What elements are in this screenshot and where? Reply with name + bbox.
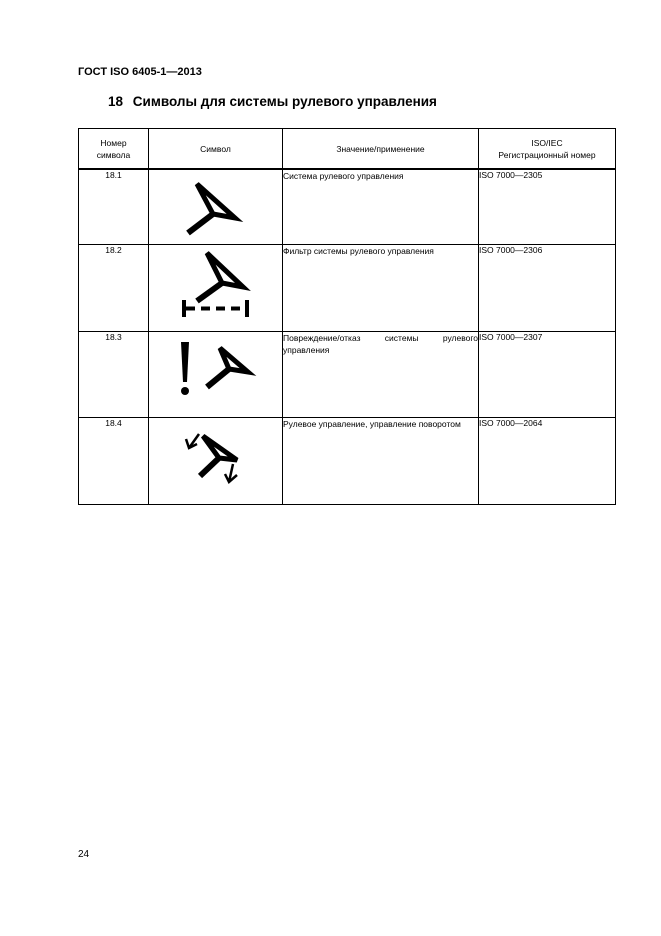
steering-system-icon [149, 170, 283, 240]
iso-registration-number: ISO 7000—2064 [479, 417, 616, 504]
symbol-cell [149, 244, 283, 331]
symbol-cell [149, 331, 283, 417]
iso-registration-number: ISO 7000—2307 [479, 331, 616, 417]
header-symbol: Символ [149, 129, 283, 170]
meaning-cell: Система рулевого управления [283, 169, 479, 244]
table-header-row [79, 129, 616, 170]
header-number-line1: Номер [100, 137, 127, 148]
section-title: Символы для системы рулевого управления [132, 94, 437, 109]
steering-filter-icon [149, 245, 283, 327]
section-number: 18 [108, 94, 124, 109]
meaning-cell: Фильтр системы рулевого управления [283, 244, 479, 331]
symbols-table [78, 128, 616, 505]
symbol-cell [149, 417, 283, 504]
row-number: 18.3 [79, 331, 149, 417]
row-number: 18.4 [79, 417, 149, 504]
row-number: 18.2 [79, 244, 149, 331]
table-row [79, 331, 616, 417]
meaning-cell: Повреждение/отказ системы рулевого управления [283, 331, 479, 417]
steering-failure-icon [149, 332, 283, 414]
table-row [79, 417, 616, 504]
iso-registration-number: ISO 7000—2305 [479, 169, 616, 244]
iso-registration-number: ISO 7000—2306 [479, 244, 616, 331]
symbol-cell [149, 169, 283, 244]
header-meaning: Значение/применение [283, 129, 479, 170]
document-code: ГОСТ ISO 6405-1—2013 [78, 66, 202, 78]
header-number-line2: символа [96, 149, 131, 160]
steering-turn-icon [149, 418, 283, 500]
section-heading [108, 94, 437, 109]
table-row [79, 244, 616, 331]
meaning-cell: Рулевое управление, управление поворотом [283, 417, 479, 504]
page-number: 24 [78, 849, 90, 860]
table-row [79, 169, 616, 244]
row-number: 18.1 [79, 169, 149, 244]
header-symbol-number [79, 129, 149, 170]
header-iso-line1: ISO/IEC [531, 137, 563, 148]
header-iso [479, 129, 616, 170]
header-iso-line2: Регистрационный номер [498, 149, 596, 160]
